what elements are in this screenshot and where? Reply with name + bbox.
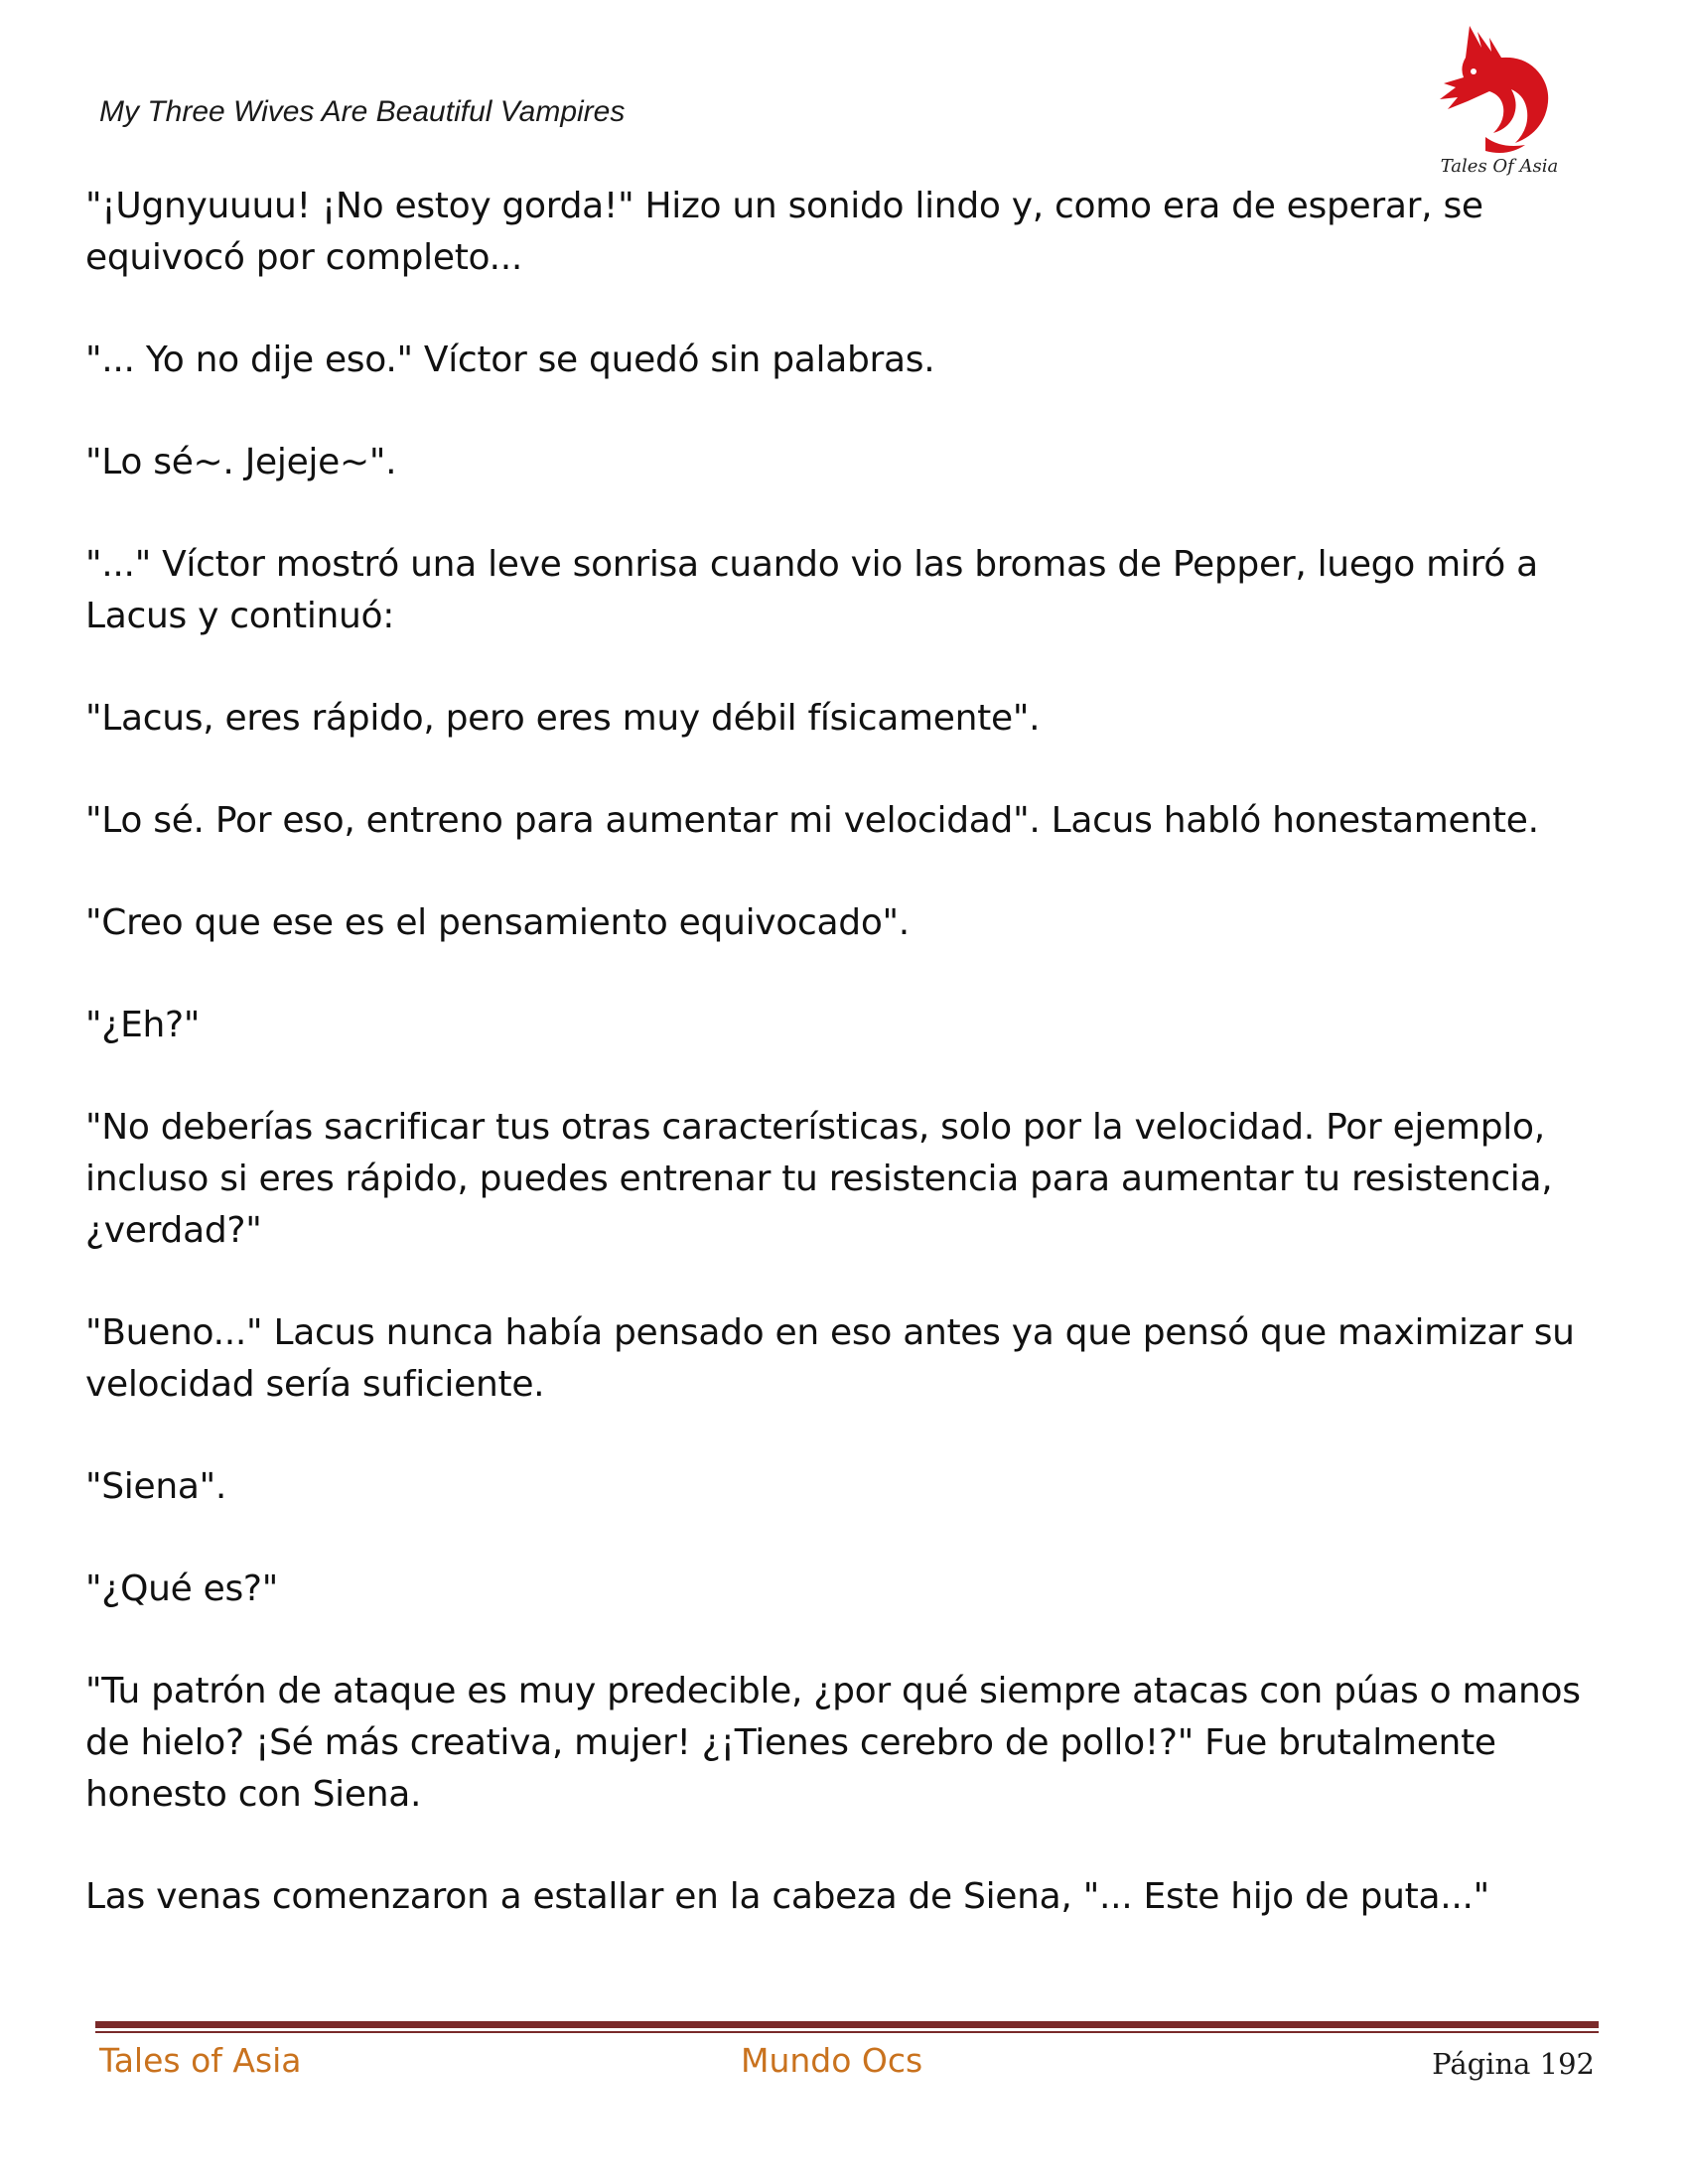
paragraph: "¿Eh?" xyxy=(85,1005,201,1045)
paragraph: "Lacus, eres rápido, pero eres muy débil físicamente". xyxy=(85,698,1041,739)
paragraph: "¡Ugnyuuuu! ¡No estoy gorda!" Hizo un sonido lindo y, como era de esperar, se equivocó por completo... xyxy=(85,186,1483,278)
footer-group-name: Mundo Ocs xyxy=(741,2041,923,2080)
footer-divider-thin xyxy=(95,2031,1599,2033)
page-number: Página 192 xyxy=(1432,2047,1595,2081)
paragraph: "Lo sé~. Jejeje~". xyxy=(85,442,397,482)
logo-text: Tales Of Asia xyxy=(1440,156,1559,177)
paragraph: "..." Víctor mostró una leve sonrisa cuando vio las bromas de Pepper, luego miró a Lacus y continuó: xyxy=(85,544,1538,636)
book-title: My Three Wives Are Beautiful Vampires xyxy=(99,95,626,128)
paragraph: "... Yo no dije eso." Víctor se quedó sin palabras. xyxy=(85,340,935,380)
footer-site-name: Tales of Asia xyxy=(99,2041,302,2080)
paragraph: "Bueno..." Lacus nunca había pensado en eso antes ya que pensó que maximizar su velocidad sería suficiente. xyxy=(85,1312,1575,1405)
paragraph: Las venas comenzaron a estallar en la cabeza de Siena, "... Este hijo de puta..." xyxy=(85,1876,1489,1917)
chapter-text xyxy=(85,181,1615,1974)
paragraph: "Creo que ese es el pensamiento equivocado". xyxy=(85,902,910,943)
paragraph: "Lo sé. Por eso, entreno para aumentar mi velocidad". Lacus habló honestamente. xyxy=(85,800,1539,841)
paragraph: "No deberías sacrificar tus otras características, solo por la velocidad. Por ejemplo, incluso si eres rápido, puedes entrenar tu resistencia para aumentar tu resistencia, ¿verdad?" xyxy=(85,1107,1553,1251)
tales-of-asia-logo xyxy=(1430,18,1569,182)
paragraph: "Tu patrón de ataque es muy predecible, ¿por qué siempre atacas con púas o manos de hielo? ¡Sé más creativa, mujer! ¿¡Tienes cerebro de pollo!?" Fue brutalmente honesto con Siena. xyxy=(85,1671,1581,1815)
paragraph: "¿Qué es?" xyxy=(85,1569,278,1609)
paragraph: "Siena". xyxy=(85,1466,227,1507)
footer-divider xyxy=(95,2021,1599,2028)
